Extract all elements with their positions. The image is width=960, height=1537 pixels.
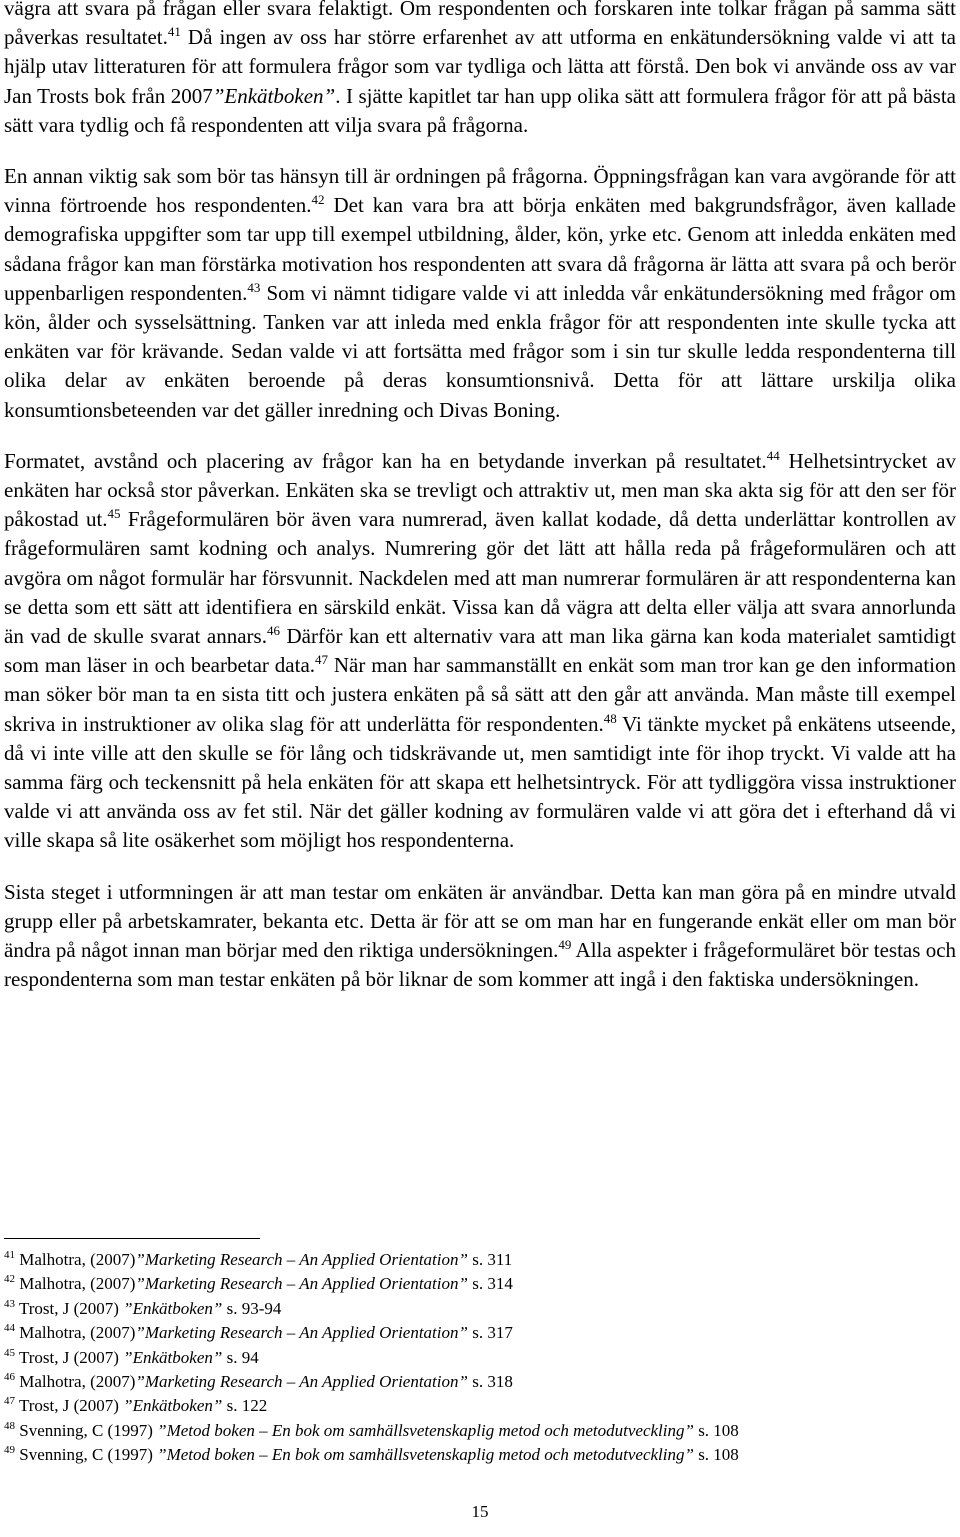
footnote-page: s. 108	[693, 1420, 739, 1440]
text-run: Därför kan ett alternativ vara att man lika gärna kan koda materialet samtidigt som man läser in och bearbetar data.	[4, 624, 956, 678]
footnote	[4, 1272, 956, 1296]
footnote-number: 44	[4, 1322, 15, 1335]
body-text	[4, 0, 956, 995]
footnote-title: ”Marketing Research – An Applied Orientation”	[135, 1323, 468, 1343]
footnote	[4, 1321, 956, 1345]
footnote-page: s. 311	[467, 1250, 513, 1269]
footnote-author: Trost, J (2007)	[15, 1347, 124, 1367]
footnote-reference: 48	[603, 710, 617, 726]
footnote-number: 41	[4, 1249, 15, 1261]
text-run: Då ingen av oss har större erfarenhet av att utforma en enkätundersökning valde vi att ta hjälp utav litteraturen för att formulera frågor som var tydliga och lätta att förstå. Den bok vi använde oss av var Jan Trosts bok från 2007	[4, 25, 956, 108]
footnote	[4, 1419, 956, 1443]
footnote-number: 47	[4, 1395, 15, 1408]
text-run: Frågeformulären bör även vara numrerad, även kallat kodade, då detta underlättar kontrollen av frågeformulären samt kodning och analys. Numrering gör det lätt att hålla reda på frågeformulären och att avgöra om något formulär har försvunnit. Nackdelen med att man numrerar formulären är att respondenterna kan se detta som ett sätt att identifiera en särskild enkät. Vissa kan då vägra att delta eller välja att svara annorlunda än vad de skulle svarat annars.	[4, 507, 956, 649]
page-number: 15	[471, 1502, 489, 1521]
footnote-reference: 43	[247, 279, 261, 295]
footnote-author: Svenning, C (1997)	[15, 1420, 158, 1440]
footnote-number: 49	[4, 1444, 15, 1457]
footnote-reference: 47	[315, 652, 329, 668]
text-run: En annan viktig sak som bör tas hänsyn till är ordningen på frågorna. Öppningsfrågan kan vara avgörande för att vinna förtroende hos respondenten.	[4, 164, 956, 218]
footnote-reference: 44	[766, 447, 780, 463]
footnote-author: Malhotra, (2007)	[15, 1372, 136, 1392]
paragraph	[4, 0, 956, 140]
footnote-author: Malhotra, (2007)	[15, 1250, 136, 1269]
footnote-title: ”Marketing Research – An Applied Orientation”	[135, 1372, 468, 1392]
text-run: När man har sammanställt en enkät som man tror kan ge den information man söker bör man ta en sista titt och justera enkäten på så sätt att den går att använda. Man måste till exempel skriva in instruktioner av olika slag för att underlätta för respondenten.	[4, 653, 956, 736]
footnote-number: 48	[4, 1419, 15, 1432]
footnote-author: Trost, J (2007)	[15, 1298, 124, 1318]
paragraph	[4, 447, 956, 856]
footnote	[4, 1248, 956, 1272]
text-run: Helhetsintrycket av enkäten har också stor påverkan. Enkäten ska se trevligt och attraktiv ut, men man ska akta sig för att den ser för påkostad ut.	[4, 448, 956, 532]
footnote-title: ”Marketing Research – An Applied Orientation”	[135, 1274, 468, 1294]
text-run: . I sjätte kapitlet tar han upp olika sätt att formulera frågor för att på bästa sätt vara tydlig och få respondenten att vilja svara på frågorna.	[4, 83, 957, 137]
footnote-number: 46	[4, 1371, 15, 1384]
text-run: Vi tänkte mycket på enkätens utseende, då vi inte ville att den skulle se för lång och tidskrävande ut, men samtidigt inte för ihop tryckt. Vi valde att ha samma färg och teckensnitt på hela enkäten för att skapa ett helhetsintryck. För att tydliggöra vissa instruktioner valde vi att använda oss av fet stil. När det gäller kodning av formulären valde vi att göra det i efterhand då vi ville skapa så lite osäkerhet som möjligt hos respondenterna.	[4, 711, 956, 853]
footnotes	[4, 1248, 956, 1468]
footnote-title: ”Enkätboken”	[123, 1347, 223, 1367]
footnote-page: s. 122	[222, 1396, 268, 1416]
footnote-author: Trost, J (2007)	[15, 1396, 124, 1416]
text-run: Det kan vara bra att börja enkäten med bakgrundsfrågor, även kallade demografiska uppgifter som tar upp till exempel utbildning, ålder, kön, yrke etc. Genom att inledda enkäten med sådana frågor kan man förstärka motivation hos respondenten att svara då frågorna är lätta att svara på och berör uppenbarligen respondenten.	[4, 193, 956, 305]
footnote	[4, 1370, 956, 1394]
footnote-reference: 45	[107, 506, 121, 522]
footnote-title: ”Marketing Research – An Applied Orientation”	[135, 1250, 468, 1269]
text-run: Sista steget i utformningen är att man testar om enkäten är användbar. Detta kan man göra på en mindre utvald grupp eller på arbetskamrater, bekanta etc. Detta är för att se om man har en fungerande enkät eller om man bör ändra på något innan man börjar med den riktiga undersökningen.	[4, 879, 956, 963]
footnote-reference: 49	[558, 937, 572, 953]
footnote-page: s. 94	[222, 1347, 259, 1367]
footnote	[4, 1443, 956, 1467]
footnote-page: s. 317	[467, 1323, 513, 1343]
footnote	[4, 1346, 956, 1370]
footnote-author: Malhotra, (2007)	[15, 1274, 136, 1294]
footnote-title: ”Enkätboken”	[123, 1298, 223, 1318]
footnote-number: 45	[4, 1346, 15, 1359]
footnote	[4, 1297, 956, 1321]
footnote-author: Malhotra, (2007)	[15, 1323, 136, 1343]
footnote-number: 43	[4, 1297, 15, 1310]
text-run: Som vi nämnt tidigare valde vi att inledda vår enkätundersökning med frågor om kön, ålder och sysselsättning. Tanken var att inleda med enkla frågor för att respondenten inte skulle tycka att enkäten var för krävande. Sedan valde vi att fortsätta med frågor som i sin tur skulle ledda respondenterna till olika delar av enkäten beroende på deras konsumtionsnivå. Detta för att lättare urskilja olika konsumtionsbeteenden var det gäller inredning och Divas Boning.	[4, 280, 956, 422]
footnote-reference: 46	[266, 623, 280, 639]
footnote-reference: 42	[311, 192, 325, 208]
footnote-page: s. 93-94	[222, 1298, 282, 1318]
footnote-page: s. 314	[467, 1274, 513, 1294]
footnote-author: Svenning, C (1997)	[15, 1445, 158, 1465]
text-run: Alla aspekter i frågeformuläret bör testas och respondenterna som man testar enkäten på bör liknar de som kommer att ingå i den faktiska undersökningen.	[4, 938, 957, 992]
text-run: vägra att svara på frågan eller svara felaktigt. Om respondenten och forskaren inte tolkar frågan på samma sätt påverkas resultatet.	[4, 0, 956, 50]
footnote-page: s. 108	[693, 1445, 739, 1465]
paragraph	[4, 878, 956, 995]
footnote-reference: 41	[167, 24, 181, 40]
footnote-separator	[4, 1238, 260, 1239]
footnote-title: ”Enkätboken”	[123, 1396, 223, 1416]
footnote-title: ”Metod boken – En bok om samhällsvetenskaplig metod och metodutveckling”	[157, 1420, 694, 1440]
footnote-title: ”Metod boken – En bok om samhällsvetenskaplig metod och metodutveckling”	[157, 1445, 694, 1465]
footnote-page: s. 318	[467, 1372, 513, 1392]
footnote	[4, 1394, 956, 1418]
book-title: ”Enkätboken”	[212, 83, 336, 108]
paragraph	[4, 162, 956, 425]
footnote-number: 42	[4, 1273, 15, 1286]
text-run: Formatet, avstånd och placering av frågor kan ha en betydande inverkan på resultatet.	[4, 448, 767, 473]
